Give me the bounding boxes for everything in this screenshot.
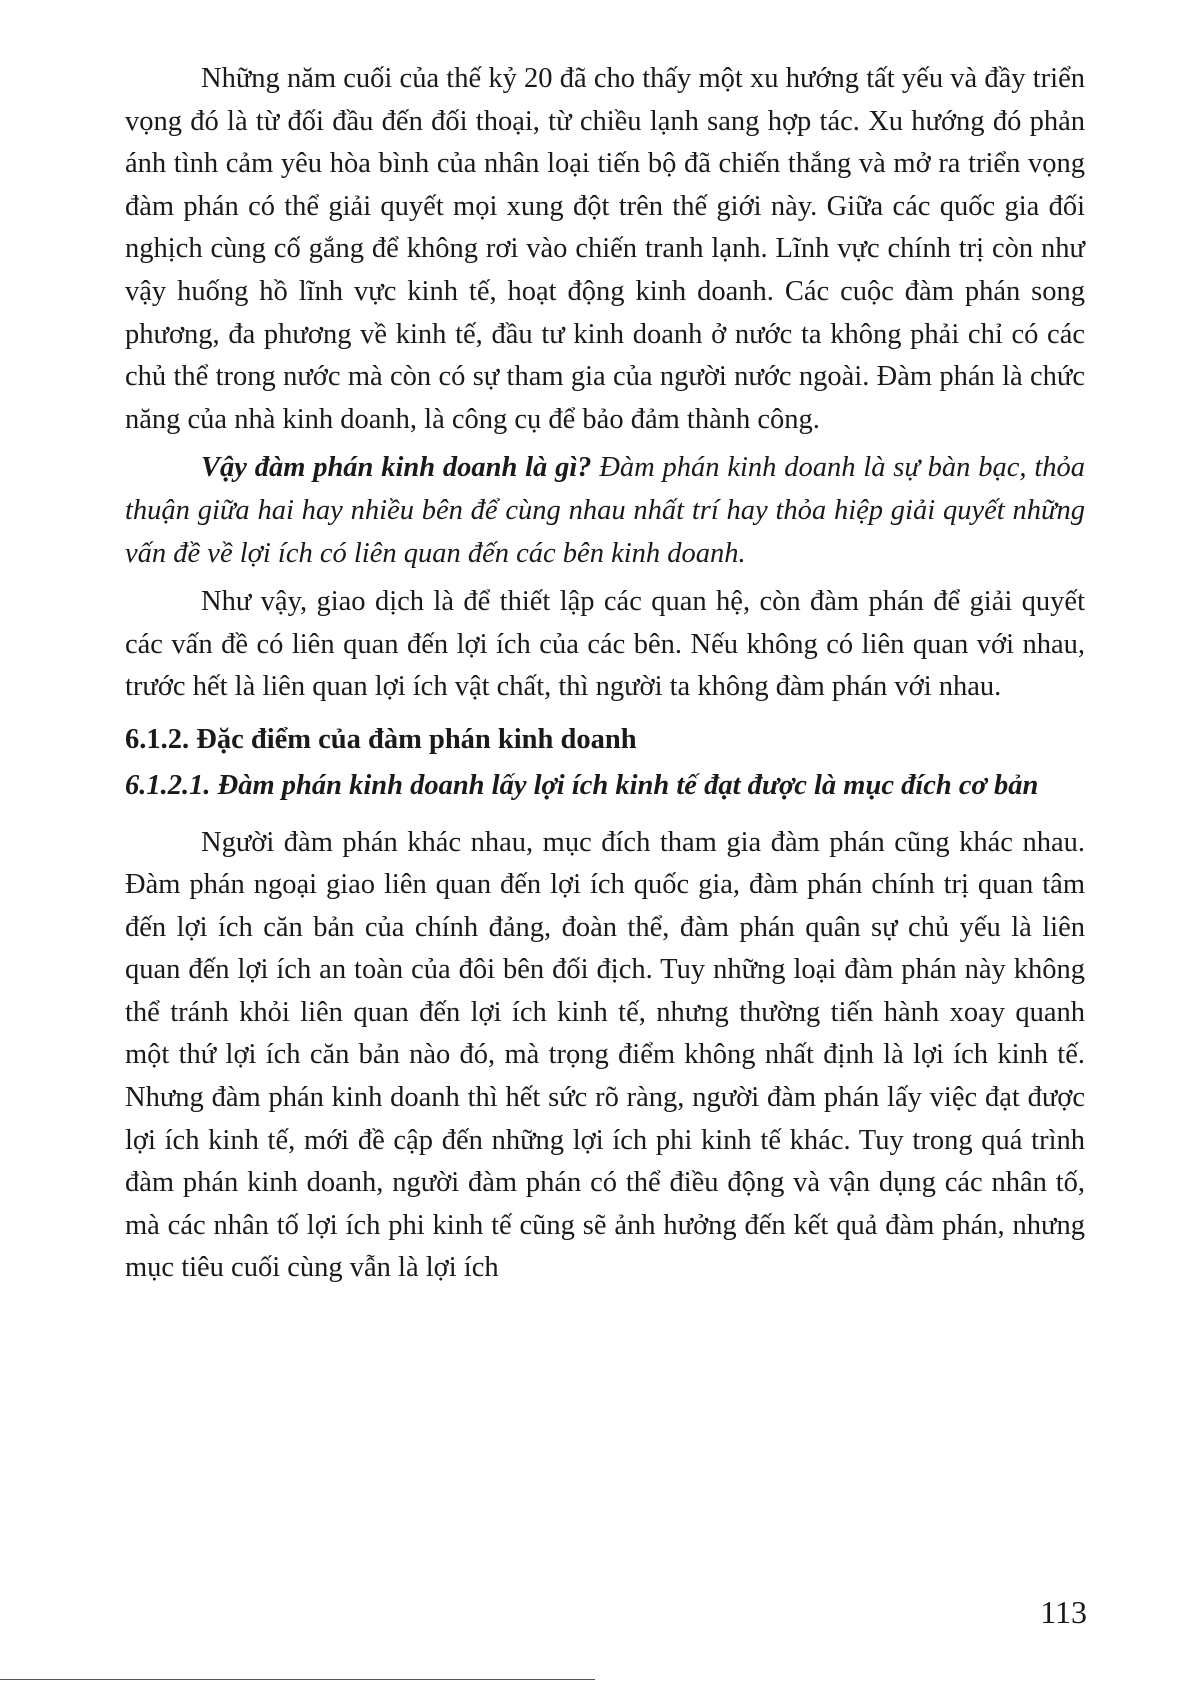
definition-question: Vậy đàm phán kinh doanh là gì? [201,452,592,484]
paragraph-intro: Những năm cuối của thế kỷ 20 đã cho thấy một xu hướng tất yếu và đầy triển vọng đó là từ đối đầu đến đối thoại, từ chiều lạnh sang hợp tác. Xu hướng đó phản ánh tình cảm yêu hòa bình của nhân loại tiến bộ đã chiến thắng và mở ra triển vọng đàm phán có thể giải quyết mọi xung đột trên thế giới này. Giữa các quốc gia đối nghịch cùng cố gắng để không rơi vào chiến tranh lạnh. Lĩnh vực chính trị còn như vậy huống hồ lĩnh vực kinh tế, hoạt động kinh doanh. Các cuộc đàm phán song phương, đa phương về kinh tế, đầu tư kinh doanh ở nước ta không phải chỉ có các chủ thể trong nước mà còn có sự tham gia của người nước ngoài. Đàm phán là chức năng của nhà kinh doanh, là công cụ để bảo đảm thành công. [125,63,1085,435]
definition-answer: Đàm phán kinh doanh là sự bàn bạc, thỏa thuận giữa hai hay nhiều bên để cùng nhau nhất trí hay thỏa hiệp giải quyết những vấn đề về lợi ích có liên quan đến các bên kinh doanh. [125,452,1085,569]
subsection-heading: 6.1.2.1. Đàm phán kinh doanh lấy lợi ích kinh tế đạt được là mục đích cơ bản [125,769,1039,801]
page-number: 113 [1040,1594,1087,1630]
paragraph-transaction: Như vậy, giao dịch là để thiết lập các quan hệ, còn đàm phán để giải quyết các vấn đề có liên quan đến lợi ích của các bên. Nếu không có liên quan với nhau, trước hết là liên quan lợi ích vật chất, thì người ta không đàm phán với nhau. [125,586,1085,703]
footer-rule [0,1679,595,1680]
paragraph-definition [125,447,1085,575]
section-heading: 6.1.2. Đặc điểm của đàm phán kinh doanh [125,723,637,755]
paragraph-characteristics: Người đàm phán khác nhau, mục đích tham gia đàm phán cũng khác nhau. Đàm phán ngoại giao liên quan đến lợi ích quốc gia, đàm phán chính trị quan tâm đến lợi ích căn bản của chính đảng, đoàn thể, đàm phán quân sự chủ yếu là liên quan đến lợi ích an toàn của đôi bên đối địch. Tuy những loại đàm phán này không thể tránh khỏi liên quan đến lợi ích kinh tế, nhưng thường tiến hành xoay quanh một thứ lợi ích căn bản nào đó, mà trọng điểm không nhất định là lợi ích kinh tế. Nhưng đàm phán kinh doanh thì hết sức rõ ràng, người đàm phán lấy việc đạt được lợi ích kinh tế, mới đề cập đến những lợi ích phi kinh tế khác. Tuy trong quá trình đàm phán kinh doanh, người đàm phán có thể điều động và vận dụng các nhân tố, mà các nhân tố lợi ích phi kinh tế cũng sẽ ảnh hưởng đến kết quả đàm phán, nhưng mục tiêu cuối cùng vẫn là lợi ích [125,826,1085,1284]
page-body [125,58,1085,1290]
